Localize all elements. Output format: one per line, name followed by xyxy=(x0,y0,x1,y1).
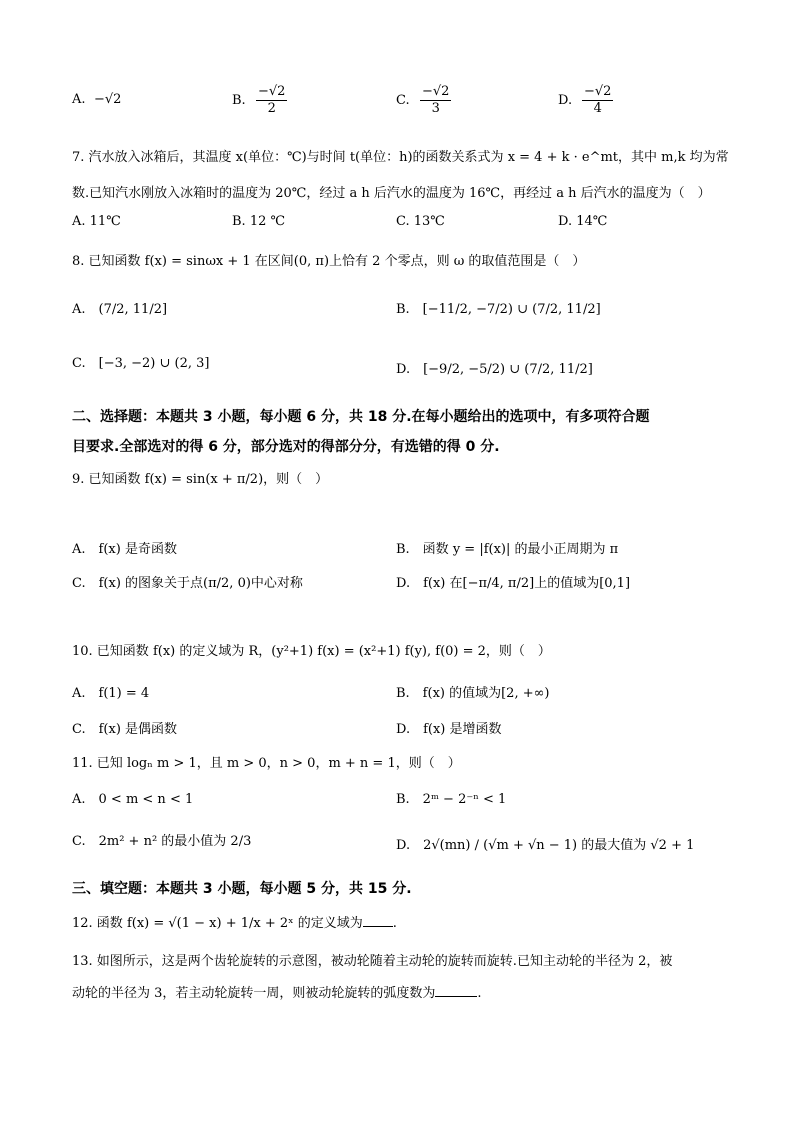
q9-option-d: D. f(x) 在[−π/4, π/2]上的值域为[0,1] xyxy=(396,576,631,591)
q9-option-c: C. f(x) 的图象关于点(π/2, 0)中心对称 xyxy=(72,576,303,591)
q6-option-a-label: A. xyxy=(72,92,86,107)
q7-stem-line1: 7. 汽水放入冰箱后，其温度 x(单位：℃)与时间 t(单位：h)的函数关系式为 x = 4 + k · e^mt，其中 m,k 均为常 xyxy=(72,150,729,165)
q6-option-c-fraction: $\frac{-√2}{3}$ xyxy=(422,84,450,116)
q10-option-a: A. f(1) = 4 xyxy=(72,686,150,701)
q7-option-c: C. 13℃ xyxy=(396,214,445,229)
q10-option-d: D. f(x) 是增函数 xyxy=(396,722,502,737)
q8-option-c: C. [−3, −2) ∪ (2, 3] xyxy=(72,356,210,371)
q8-stem: 8. 已知函数 f(x) = sinωx + 1 在区间(0, π)上恰有 2 个零点，则 ω 的取值范围是（ ） xyxy=(72,254,586,269)
q11-option-c: C. 2m² + n² 的最小值为 2/3 xyxy=(72,834,252,849)
q6-option-a-value: −√2 xyxy=(94,92,122,107)
section-2-heading-line2: 目要求.全部选对的得 6 分，部分选对的得部分分，有选错的得 0 分. xyxy=(72,439,500,455)
q12-answer-blank[interactable] xyxy=(363,916,393,927)
q6-option-c-label: C. xyxy=(396,93,410,108)
q13-stem-line1: 13. 如图所示，这是两个齿轮旋转的示意图，被动轮随着主动轮的旋转而旋转.已知主动轮的半径为 2，被 xyxy=(72,954,673,969)
q7-option-a: A. 11℃ xyxy=(72,214,121,229)
q6-option-d-label: D. xyxy=(558,93,573,108)
section-2-heading-line1: 二、选择题：本题共 3 小题，每小题 6 分，共 18 分.在每小题给出的选项中，有多项符合题 xyxy=(72,409,650,425)
q12-stem xyxy=(72,912,397,931)
q10-stem: 10. 已知函数 f(x) 的定义域为 R，(y²+1) f(x) = (x²+1) f(y), f(0) = 2，则（ ） xyxy=(72,644,551,659)
q8-option-a: A. (7/2, 11/2] xyxy=(72,302,168,317)
q12-text: 12. 函数 f(x) = √(1 − x) + 1/x + 2ˣ 的定义域为 xyxy=(72,916,363,931)
q9-stem: 9. 已知函数 f(x) = sin(x + π/2)，则（ ） xyxy=(72,472,329,487)
q6-option-d-fraction: $\frac{-√2}{4}$ xyxy=(584,84,612,116)
q7-option-b: B. 12 ℃ xyxy=(232,214,286,229)
q7-stem-line2: 数.已知汽水刚放入冰箱时的温度为 20℃，经过 a h 后汽水的温度为 16℃，再经过 a h 后汽水的温度为（ ） xyxy=(72,186,711,201)
q6-option-a xyxy=(72,92,121,107)
q7-option-d: D. 14℃ xyxy=(558,214,608,229)
q11-option-b: B. 2ᵐ − 2⁻ⁿ < 1 xyxy=(396,792,507,807)
q9-option-a: A. f(x) 是奇函数 xyxy=(72,542,177,557)
q6-option-d xyxy=(558,84,615,117)
q6-option-b xyxy=(232,84,289,117)
q11-option-a: A. 0 < m < n < 1 xyxy=(72,792,194,807)
section-3-heading: 三、填空题：本题共 3 小题，每小题 5 分，共 15 分. xyxy=(72,881,412,897)
q6-option-c xyxy=(396,84,453,117)
q9-option-b: B. 函数 y = |f(x)| 的最小正周期为 π xyxy=(396,542,619,557)
q6-option-b-label: B. xyxy=(232,93,246,108)
q13-text: 动轮的半径为 3，若主动轮旋转一周，则被动轮旋转的弧度数为 xyxy=(72,986,436,1001)
q6-option-b-fraction: $\frac{-√2}{2}$ xyxy=(258,84,286,116)
q12-end: . xyxy=(392,916,397,931)
q8-option-d: D. [−9/2, −5/2) ∪ (7/2, 11/2] xyxy=(396,362,593,377)
q10-option-c: C. f(x) 是偶函数 xyxy=(72,722,178,737)
q11-option-d: D. 2√(mn) / (√m + √n − 1) 的最大值为 √2 + 1 xyxy=(396,838,695,853)
q10-option-b: B. f(x) 的值域为[2, +∞) xyxy=(396,686,550,701)
q13-end: . xyxy=(477,986,482,1001)
q13-stem-line2 xyxy=(72,982,482,1001)
q8-option-b: B. [−11/2, −7/2) ∪ (7/2, 11/2] xyxy=(396,302,601,317)
q11-stem: 11. 已知 logₙ m > 1，且 m > 0，n > 0，m + n = 1，则（ ） xyxy=(72,756,461,771)
q13-answer-blank[interactable] xyxy=(435,986,477,997)
